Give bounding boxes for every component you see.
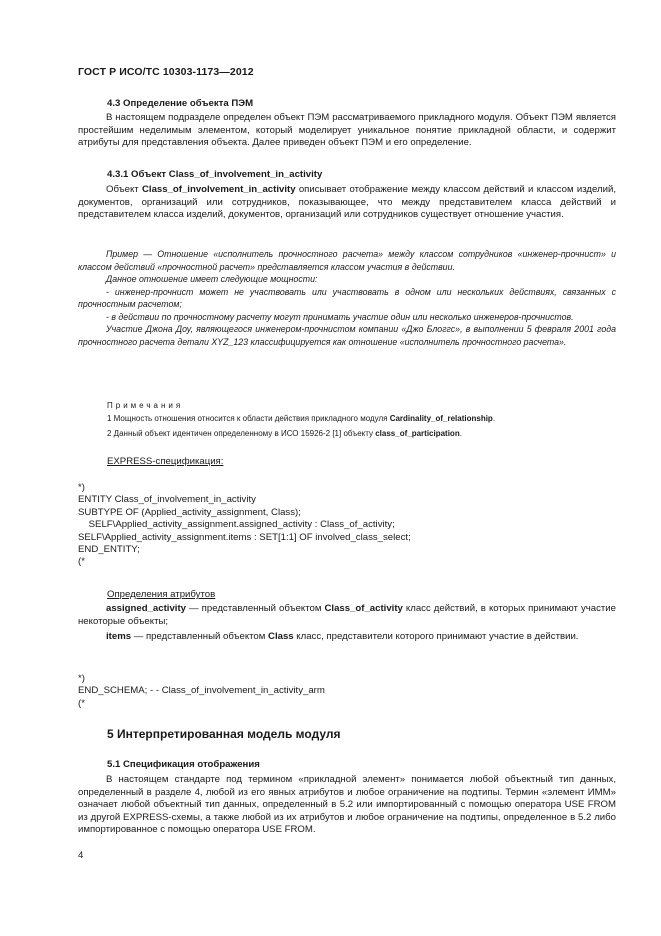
example-p5: Участие Джона Доу, являющегося инженером-прочнистом компании «Джо Блоггс», в выполнении 5 февраля 2001 года прочностного расчета детали XYZ_123 классифицируется как отношение «исполнитель прочностного расчета».	[78, 324, 616, 347]
document-header: ГОСТ Р ИСО/ТС 10303-1173—2012	[78, 66, 254, 78]
example-p2: Данное отношение имеет следующие мощности:	[106, 274, 318, 284]
express-spec-label: EXPRESS-спецификация:	[107, 456, 224, 467]
code-line: SELF\Applied_activity_assignment.assigned_activity : Class_of_activity;	[78, 519, 395, 531]
code-line: (*	[78, 556, 85, 568]
example-p4: - в действии по прочностному расчету могут принимать участие один или несколько инженеров-прочнистов.	[106, 311, 574, 322]
page-number: 4	[78, 850, 84, 861]
code-line: *)	[78, 673, 85, 684]
entity-name: Class_of_involvement_in_activity	[141, 184, 296, 195]
notes-title: Примечания	[107, 401, 184, 410]
section-4-3-1-paragraph: Объект Class_of_involvement_in_activity описывает отображение между классом действий и классом изделий, документов, организаций или сотрудников, показывающее, что между представителем класса действий и представителем класса изделий, документов, организаций или сотрудников существует отношение участия.	[78, 184, 616, 221]
attribute-assigned-activity: assigned_activity — представленный объектом Class_of_activity класс действий, в которых принимают участие некоторые объекты;	[78, 603, 616, 627]
section-4-3-heading: 4.3 Определение объекта ПЭМ	[107, 98, 254, 109]
code-line: END_SCHEMA; - - Class_of_involvement_in_activity_arm	[78, 685, 325, 697]
attribute-items: items — представленный объектом Class класс, представители которого принимают участие в действии.	[106, 631, 579, 642]
example-block	[78, 248, 616, 348]
example-p1: Пример — Отношение «исполнитель прочностного расчета» между классом сотрудников «инженер-прочнист» и классом действий «прочностной расчет» представляется классом участия в действии.	[78, 249, 616, 272]
code-line: END_ENTITY;	[78, 544, 140, 556]
express-code	[78, 482, 411, 569]
section-5-1-paragraph: В настоящем стандарте под термином «прикладной элемент» понимается любой объектный тип данных, определенный в разделе 4, любой из его явных атрибутов и любое ограничение на подтипы. Термин «элемент ИММ» означает любой объектный тип данных, определенный в 5.2 или импортированный с помощью оператора USE FROM из другой EXPRESS-схемы, а также любой из их атрибутов и любое ограничение на подтипы, определенное в 5.2 либо импортированное с помощью оператора USE FROM.	[78, 774, 616, 836]
code-line: SUBTYPE OF (Applied_activity_assignment, Class);	[78, 506, 301, 518]
note-2: 2 Данный объект идентичен определенному в ИСО 15926-2 [1] объекту class_of_participation.	[107, 429, 462, 438]
section-5-heading: 5 Интерпретированная модель модуля	[107, 727, 341, 741]
section-4-3-paragraph: В настоящем подразделе определен объект ПЭМ рассматриваемого прикладного модуля. Объект ПЭМ является простейшим неделимым элементом, который моделирует уникальное понятие прикладной области, и содержит атрибуты для представления объекта. Далее приведен объект ПЭМ и его определение.	[78, 112, 616, 149]
example-p3: - инженер-прочнист может не участвовать или участвовать в одном или нескольких действиях, связанных с прочностным расчетом;	[78, 286, 616, 309]
schema-end-code	[78, 673, 325, 710]
note-1: 1 Мощность отношения относится к области действия прикладного модуля Cardinality_of_relationship.	[107, 414, 496, 423]
section-4-3-1-heading: 4.3.1 Объект Class_of_involvement_in_activity	[107, 169, 323, 180]
code-line: *)	[78, 482, 85, 493]
code-line: SELF\Applied_activity_assignment.items : SET[1:1] OF involved_class_select;	[78, 531, 411, 543]
section-5-1-heading: 5.1 Спецификация отображения	[107, 759, 260, 770]
code-line: ENTITY Class_of_involvement_in_activity	[78, 494, 256, 506]
attributes-label: Определения атрибутов	[107, 589, 216, 600]
code-line: (*	[78, 697, 85, 709]
